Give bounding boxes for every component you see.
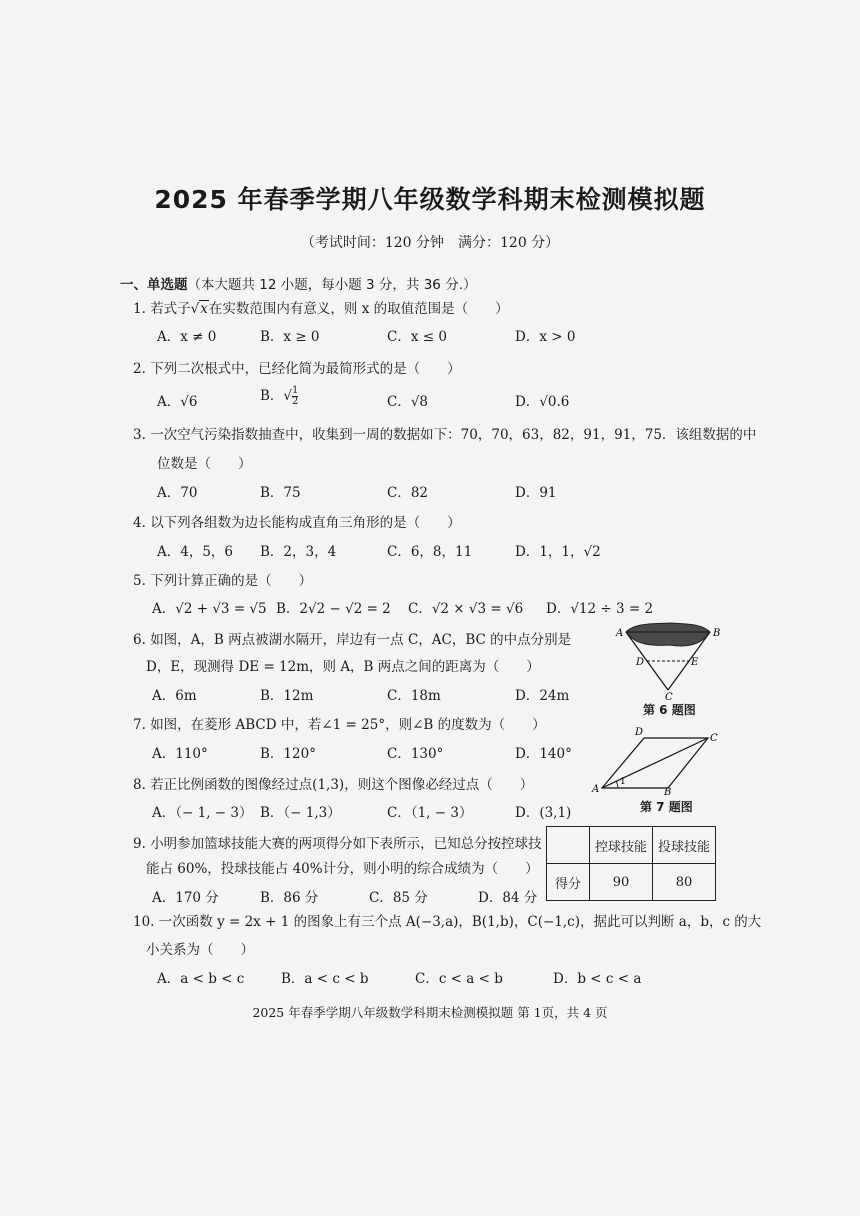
option-a[interactable]: A．70 <box>157 485 198 501</box>
question-number: 9. <box>133 836 146 852</box>
exam-subtitle: （考试时间：120 分钟 满分：120 分） <box>300 235 560 251</box>
question-10-cont: 小关系为（ ） <box>146 942 254 958</box>
option-a[interactable]: A．6m <box>152 688 197 704</box>
option-c[interactable]: C．（1, − 3） <box>387 805 473 821</box>
option-d[interactable]: D．140° <box>515 746 572 762</box>
question-9 <box>133 832 542 852</box>
figure-7-caption: 第 7 题图 <box>640 800 693 814</box>
option-c[interactable]: C．18m <box>387 688 441 704</box>
label-angle-1: 1 <box>620 777 626 787</box>
fraction: $\frac{1}{2}$ <box>292 385 299 407</box>
option-d[interactable]: D．√12 ÷ 3 = 2 <box>546 601 654 617</box>
section-title: 一、单选题 <box>120 277 188 293</box>
question-1 <box>133 297 509 317</box>
option-c[interactable]: C．c < a < b <box>415 971 503 987</box>
lake-shape <box>626 623 710 646</box>
label-b: B <box>664 787 672 795</box>
table-header-cell: 投球技能 <box>653 827 716 864</box>
option-a[interactable]: A．170 分 <box>152 890 219 906</box>
option-b[interactable]: B．2√2 − √2 = 2 <box>276 601 391 617</box>
question-number: 6. <box>133 632 146 648</box>
option-b[interactable]: B．2，3，4 <box>260 544 337 560</box>
label-a: A <box>616 628 624 639</box>
option-b[interactable]: B．a < c < b <box>281 971 369 987</box>
radicand: x <box>200 301 208 317</box>
option-a[interactable]: A．a < b < c <box>157 971 245 987</box>
option-a[interactable]: A．√2 + √3 = √5 <box>152 601 267 617</box>
table-header-row <box>547 827 716 864</box>
page-footer: 2025 年春季学期八年级数学科期末检测模拟题 第 1页，共 4 页 <box>252 1005 608 1020</box>
label-d: D <box>636 657 645 668</box>
option-c[interactable]: C．√8 <box>387 394 429 410</box>
question-text: 如图，在菱形 ABCD 中，若∠1 = 25°，则∠B 的度数为（ ） <box>150 717 546 733</box>
section-heading <box>120 273 476 293</box>
option-d[interactable]: D．√0.6 <box>515 394 570 410</box>
option-a[interactable]: A．√6 <box>157 394 198 410</box>
option-c[interactable]: C．82 <box>387 485 429 501</box>
question-text: 一次空气污染指数抽查中，收集到一周的数据如下：70，70，63，82，91，91，75．该组数据的中 <box>150 427 757 443</box>
table-header-cell: 控球技能 <box>590 827 653 864</box>
question-text: 下列二次根式中，已经化简为最简形式的是（ ） <box>150 361 461 377</box>
option-a[interactable]: A．x ≠ 0 <box>157 329 217 345</box>
section-note: （本大题共 12 小题，每小题 3 分，共 36 分.） <box>187 277 477 293</box>
option-b[interactable]: B．75 <box>260 485 301 501</box>
question-number: 10. <box>133 914 155 930</box>
label-c: C <box>665 692 673 700</box>
label-d: D <box>635 727 644 738</box>
question-number: 3. <box>133 427 146 443</box>
question-8 <box>133 773 533 793</box>
question-6 <box>133 628 571 648</box>
option-d[interactable]: D．(3,1) <box>515 805 572 821</box>
option-b[interactable]: B．12m <box>260 688 314 704</box>
option-a[interactable]: A．110° <box>152 746 208 762</box>
option-d[interactable]: D．24m <box>515 688 570 704</box>
option-b[interactable]: B．86 分 <box>260 890 319 906</box>
option-b[interactable]: B．（− 1,3） <box>260 805 341 821</box>
table-corner-cell <box>547 827 590 864</box>
question-number: 7. <box>133 717 146 733</box>
label-e: E <box>691 657 699 668</box>
question-2 <box>133 357 461 377</box>
table-cell: 90 <box>590 864 653 901</box>
question-3-cont: 位数是（ ） <box>157 456 252 472</box>
angle-1-arc <box>616 781 618 788</box>
table-cell: 80 <box>653 864 716 901</box>
question-3 <box>133 423 756 443</box>
question-number: 8. <box>133 777 146 793</box>
question-5 <box>133 569 312 589</box>
question-number: 5. <box>133 573 146 589</box>
question-4 <box>133 511 461 531</box>
exam-title: 2025 年春季学期八年级数学科期末检测模拟题 <box>154 185 706 214</box>
option-d[interactable]: D．x > 0 <box>515 329 576 345</box>
question-number: 2. <box>133 361 146 377</box>
question-text-a: 若式子√ <box>150 301 200 317</box>
option-d[interactable]: D．1，1，√2 <box>515 544 601 560</box>
option-a[interactable]: A．4，5，6 <box>157 544 234 560</box>
figure-7-diagram <box>590 725 720 795</box>
question-9-cont: 能占 60%，投球技能占 40%计分，则小明的综合成绩为（ ） <box>146 861 539 877</box>
table-row-label: 得分 <box>547 864 590 901</box>
figure-6-diagram <box>610 618 720 700</box>
option-d[interactable]: D．91 <box>515 485 557 501</box>
option-c[interactable]: C．130° <box>387 746 444 762</box>
table-row <box>547 864 716 901</box>
option-c[interactable]: C．6，8，11 <box>387 544 473 560</box>
question-7 <box>133 713 546 733</box>
question-text: 下列计算正确的是（ ） <box>150 573 313 589</box>
option-a[interactable]: A．（− 1, − 3） <box>152 805 253 821</box>
option-c[interactable]: C．√2 × √3 = √6 <box>408 601 524 617</box>
label-b: B <box>713 628 720 639</box>
score-table <box>546 826 716 901</box>
question-text: 若正比例函数的图像经过点(1,3)，则这个图像必经过点（ ） <box>150 777 534 793</box>
diagonal-ac <box>602 738 708 788</box>
question-text: 如图，A，B 两点被湖水隔开，岸边有一点 C，AC，BC 的中点分别是 <box>150 632 572 648</box>
question-text: 一次函数 y = 2x + 1 的图象上有三个点 A(−3,a)，B(1,b)，C(−1,c)，据此可以判断 a，b，c 的大 <box>158 914 762 930</box>
question-text: 小明参加篮球技能大赛的两项得分如下表所示，已知总分按控球技 <box>150 836 542 852</box>
option-b[interactable]: B．√ $\frac{1}{2}$ <box>260 385 299 407</box>
option-d[interactable]: D．84 分 <box>478 890 538 906</box>
option-c[interactable]: C．x ≤ 0 <box>387 329 447 345</box>
option-d[interactable]: D．b < c < a <box>553 971 642 987</box>
option-b[interactable]: B．x ≥ 0 <box>260 329 320 345</box>
question-text: 以下列各组数为边长能构成直角三角形的是（ ） <box>150 515 461 531</box>
label-a: A <box>592 784 600 795</box>
question-text-b: 在实数范围内有意义，则 x 的取值范围是（ ） <box>208 301 509 317</box>
question-6-cont: D，E，现测得 DE = 12m，则 A，B 两点之间的距离为（ ） <box>146 659 540 675</box>
option-c[interactable]: C．85 分 <box>369 890 428 906</box>
question-number: 4. <box>133 515 146 531</box>
question-number: 1. <box>133 301 146 317</box>
label-c: C <box>710 733 718 744</box>
figure-6-caption: 第 6 题图 <box>643 703 696 717</box>
question-10 <box>133 910 761 930</box>
option-b[interactable]: B．120° <box>260 746 316 762</box>
